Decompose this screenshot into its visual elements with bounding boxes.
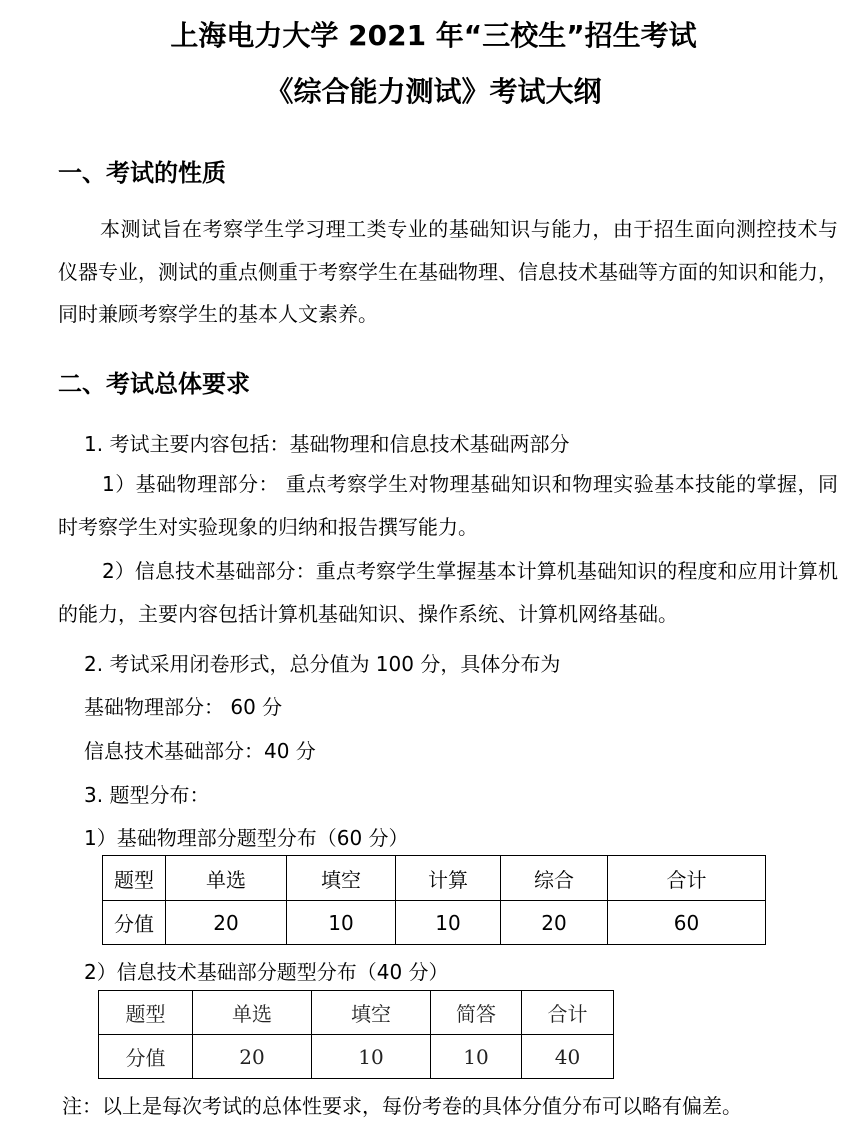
section1-paragraph: 本测试旨在考察学生学习理工类专业的基础知识与能力，由于招生面向测控技术与仪器专业，测试的重点侧重于考察学生在基础物理、信息技术基础等方面的知识和能力，同时兼顾考察学生的基本人文素养。 [58,217,838,326]
physics-question-table [102,855,766,945]
score-physics: 基础物理部分： 60 分 [84,695,283,719]
table-header-cell: 题型 [103,856,166,901]
item3-text: 3. 题型分布： [84,783,210,807]
table-cell: 10 [312,1035,431,1079]
section1-heading: 一、考试的性质 [58,159,226,187]
table-cell: 10 [431,1035,522,1079]
table-header-cell: 填空 [287,856,396,901]
document-title-line2: 《综合能力测试》考试大纲 [265,75,602,108]
it-question-table [98,990,614,1079]
item2-text: 2. 考试采用闭卷形式，总分值为 100 分，具体分布为 [84,652,561,676]
table1-caption: 1）基础物理部分题型分布（60 分） [84,826,409,850]
table-cell: 分值 [99,1035,193,1079]
footer-note: 注：以上是每次考试的总体性要求，每份考卷的具体分值分布可以略有偏差。 [62,1094,742,1118]
table-cell: 60 [608,901,766,945]
table2-caption: 2）信息技术基础部分题型分布（40 分） [84,960,449,984]
table-header-cell: 简答 [431,991,522,1035]
table-header-cell: 综合 [501,856,608,901]
table-cell: 10 [287,901,396,945]
table-row [103,901,766,945]
item1-sub2-paragraph: 2）信息技术基础部分：重点考察学生掌握基本计算机基础知识的程度和应用计算机的能力，主要内容包括计算机基础知识、操作系统、计算机网络基础。 [58,559,838,626]
table-cell: 20 [193,1035,312,1079]
table-header-cell: 计算 [396,856,501,901]
document-title-line1: 上海电力大学 2021 年“三校生”招生考试 [170,19,697,52]
score-it: 信息技术基础部分：40 分 [84,739,316,763]
table-header-cell: 单选 [166,856,287,901]
table-cell: 分值 [103,901,166,945]
table-cell: 20 [166,901,287,945]
item1-text: 1. 考试主要内容包括：基础物理和信息技术基础两部分 [84,432,570,456]
table-header-cell: 填空 [312,991,431,1035]
table-header-cell: 合计 [522,991,614,1035]
table-cell: 40 [522,1035,614,1079]
table-row [103,856,766,901]
table-row [99,1035,614,1079]
table-header-cell: 单选 [193,991,312,1035]
table-cell: 20 [501,901,608,945]
table-cell: 10 [396,901,501,945]
section2-heading: 二、考试总体要求 [58,370,250,398]
table-header-cell: 题型 [99,991,193,1035]
table-row [99,991,614,1035]
item1-sub1-paragraph: 1）基础物理部分： 重点考察学生对物理基础知识和物理实验基本技能的掌握，同时考察学生对实验现象的归纳和报告撰写能力。 [58,472,838,539]
table-header-cell: 合计 [608,856,766,901]
